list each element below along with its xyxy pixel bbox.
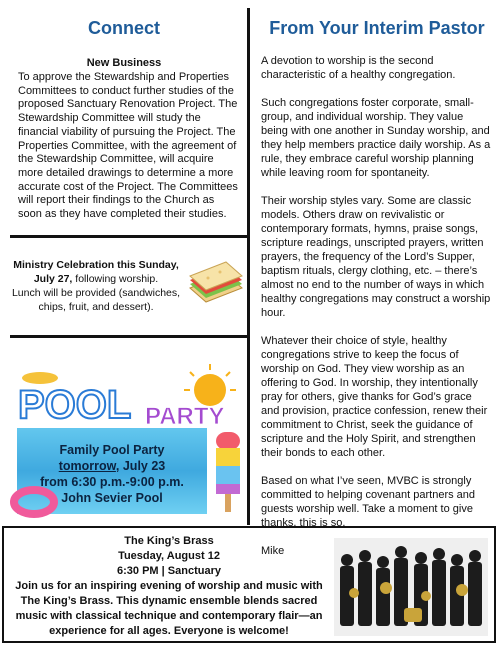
pool-party-flyer xyxy=(10,360,250,520)
new-business-title: New Business xyxy=(86,57,162,69)
article-signature: Mike xyxy=(261,545,285,557)
ministry-title: Ministry Celebration this Sunday, xyxy=(13,259,179,271)
pool-party-details xyxy=(17,442,207,506)
pool-party-date: , July 23 xyxy=(115,459,166,473)
new-business-body: To approve the Stewardship and Properties Committees to conduct further studies of the proposed Sanctuary Renovation Project. The Stewardship Committee will study the financial viability of pursuing the Project. The Properties Committee, with the agreement of the Stewardship Committee, will acquire more detailed drawings to determine a more accurate cost of the Project. The Committees will report their findings to the Church as soon as they have completed their studies. xyxy=(18,71,238,221)
article-paragraph: A devotion to worship is the second characteristic of a healthy congregation. xyxy=(261,55,456,81)
event-title: The King’s Brass xyxy=(124,535,214,547)
ministry-after: following worship. xyxy=(72,273,159,285)
brass-ensemble-photo xyxy=(334,538,488,636)
section-divider xyxy=(10,335,247,338)
event-time-place: 6:30 PM | Sanctuary xyxy=(117,565,221,577)
article-paragraph: Their worship styles vary. Some are classic models. Others draw on revivalistic or contemporary formats, hymns, praise songs, scripture readings, unscripted prayers, written prayers, the frequency of the Lord’s Supper, baptism rituals, clergy clothing, etc. – there’s almost no end to the number of ways in which healthy congregations may construct a worship hour. xyxy=(261,195,491,319)
pool-party-place: John Sevier Pool xyxy=(61,491,163,505)
ministry-date: July 27, xyxy=(33,273,73,285)
article-paragraph: Whatever their choice of style, healthy congregations strive to keep the focus of worship on God. They view worship as an offering to God. In worship, they intentionally pray for others, give thanks for God’s grace and provision, practice confession, renew their commitment to Christ, seek the guidance of scripture and the Holy Spirit, and strengthen their bonds to each other. xyxy=(261,335,488,459)
event-details xyxy=(10,534,328,639)
section-divider xyxy=(10,235,247,238)
popsicle-icon xyxy=(208,430,248,515)
pool-party-time: from 6:30 p.m.-9:00 p.m. xyxy=(40,475,184,489)
event-date: Tuesday, August 12 xyxy=(118,550,220,562)
event-description: Join us for an inspiring evening of worship and music with The King’s Brass. This dynamic ensemble blends sacred music with classical technique and contemporary flair—an experience for all ages. Everyone is welcome! xyxy=(15,580,323,637)
pastor-article xyxy=(261,54,493,572)
pastor-heading: From Your Interim Pastor xyxy=(269,18,485,38)
article-paragraph: Such congregations foster corporate, small-group, and individual worship. They value being with one another in Sunday worship, and they help members practice daily worship. As a rule, they embrace careful worship planning while leaving room for spontaneity. xyxy=(261,97,491,179)
pool-party-logo xyxy=(10,360,250,428)
party-logo-text: PARTY xyxy=(145,403,225,428)
connect-heading: Connect xyxy=(88,18,160,38)
ministry-celebration xyxy=(6,258,186,314)
kings-brass-event xyxy=(2,526,496,643)
pool-party-when: tomorrow xyxy=(58,459,116,473)
sandwich-image xyxy=(186,258,244,308)
article-paragraph: Based on what I’ve seen, MVBC is strongly committed to helping covenant partners and guests worship well. Take a moment to give thanks, this is so. xyxy=(261,475,476,529)
ministry-lunch: Lunch will be provided (sandwiches, chips, fruit, and dessert). xyxy=(11,287,181,313)
pool-party-title: Family Pool Party xyxy=(59,443,165,457)
pool-logo-text: POOL xyxy=(18,383,132,427)
